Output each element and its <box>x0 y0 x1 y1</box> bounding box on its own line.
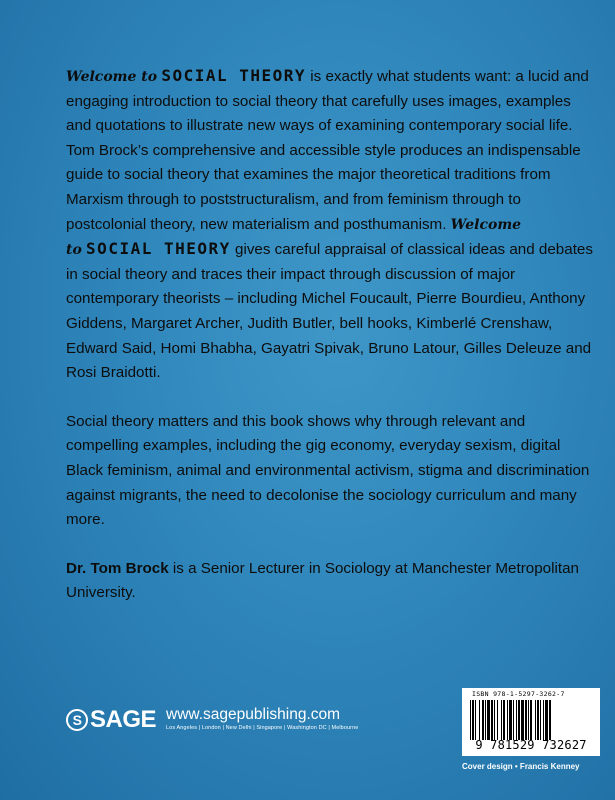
author-bio-text: is a Senior Lecturer in Sociology at Manchester Metropolitan University. <box>66 559 579 602</box>
publisher-url: www.sagepublishing.com <box>166 706 341 723</box>
blurb-paragraph-2: Social theory matters and this book shows why through relevant and compelling examples, including the gig economy, everyday sexism, digital Black feminism, animal and environmental activism, stigma and discrimination against migrants, the need to decolonise the sociology curriculum and many more. <box>66 412 590 529</box>
cover-credit: Cover design • Francis Kenney <box>462 762 580 771</box>
sage-logo-text: SAGE <box>90 706 157 733</box>
blurb-text: is exactly what students want: a lucid and engaging introduction to social theory that carefully uses images, examples and quotations to illustrate new ways of examining contemporary social life. Tom Brock’s comprehensive and accessible style produces an indispensable guide to social theory that examines the major theoretical traditions from Marxism through to poststructuralism, and from feminism through to postcolonial theory, new materialism and posthumanism. <box>66 68 589 233</box>
barcode-bars <box>470 700 592 740</box>
author-bio <box>66 557 600 606</box>
back-cover-blurb <box>66 64 600 606</box>
sage-logo <box>66 706 156 734</box>
isbn-barcode <box>462 688 600 756</box>
social-theory-wordmark: SOCIAL THEORY <box>161 66 307 85</box>
isbn-label: ISBN 978-1-5297-3262-7 <box>472 690 565 698</box>
blurb-paragraph-1 <box>66 64 600 386</box>
publisher-cities: Los Angeles | London | New Delhi | Singapore | Washington DC | Melbourne <box>166 725 359 731</box>
barcode-number: 9 781529 732627 <box>475 738 587 752</box>
sage-swirl-icon: S <box>66 709 88 731</box>
welcome-to-wordmark: Welcome to <box>66 216 522 259</box>
blurb-text: gives careful appraisal of classical ideas and debates in social theory and traces their impact through discussion of major contemporary theorists – including Michel Foucault, Pierre Bourdieu, Anthony Giddens, Margaret Archer, Judith Butler, bell hooks, Kimberlé Crenshaw, Edward Said, Homi Bhabha, Gayatri Spivak, Bruno Latour, Gilles Deleuze and Rosi Braidotti. <box>66 241 593 382</box>
publisher-block <box>66 706 358 734</box>
social-theory-wordmark: SOCIAL THEORY <box>86 239 231 259</box>
author-name: Dr. Tom Brock <box>66 559 169 577</box>
welcome-to-wordmark: Welcome to <box>66 69 158 85</box>
